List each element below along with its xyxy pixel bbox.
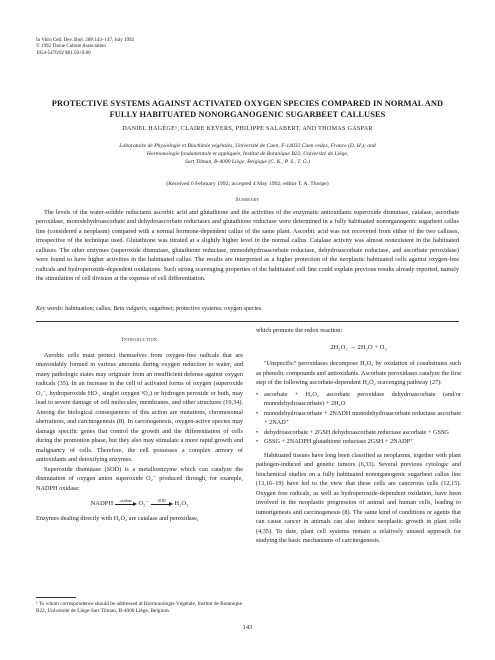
section-divider [36, 321, 459, 322]
keywords-label: Key words: [36, 306, 64, 312]
article-title: PROTECTIVE SYSTEMS AGAINST ACTIVATED OXYGEN SPECIES COMPARED IN NORMAL AND FULLY HABITUATED NONORGANOGENIC SUGARBEET CALLUSES [51, 99, 444, 119]
scavenging-pathway-list [256, 390, 461, 447]
journal-line-2: © 1992 Tissue Culture Association [36, 44, 106, 50]
pathway-step-2: • monodehydroascorbate + 2NADH monodehydroascorbate reductase ascorbate + 2NAD⁺ [256, 409, 461, 428]
intro-paragraph-6: Habituated tissues have long been classified as neoplasms, together with plant pathogen-induced and genetic tumors (6,33). Several previous cytologic and biochemical studies on a fully habituated nonorganogenic sugarbeet callus line (13,16–19) have led to the view that these cells are cancerous cells (12,15). Oxygen free radicals, as well as hydroperoxide-dependent oxidation, have been involved in the neoplastic progression of animal and human cells, leading to tumorigenesis and carcinogenesis (8). The same kind of conditions or agents that can cause cancer in animals can also induce neoplastic growth in plant cells (4,35). To date, plant cell systems remain a relatively unused approach for studying the basic mechanisms of carcinogenesis. [256, 451, 461, 544]
oxidase-arrow [115, 499, 137, 507]
equation-nadph [36, 499, 243, 509]
intro-paragraph-1: Aerobic cells must protect themselves from oxygen-free radicals that are unavoidably formed in various amounts during oxygen reduction to water, and many pathologic states may originate from an insufficient defense against oxygen radicals (35). In an increase in the cell of activated forms of oxygen (superoxide O₂⁻, hydroperoxide HO·, singlet oxygen ¹O₂) or hydrogen peroxide or both, may lead to severe damage of cell molecules, membranes, and other structures (10,34). Among the biological consequences of this action are mutations, chromosomal aberrations, and carcinogenesis (8). In carcinogenesis, oxygen-active species may damage specific genes that control the growth and the differentiation of cells during the promotion phase, but they also may stimulate a more rapid growth and malignancy of cells. Therefore, the cell possesses a complex armory of antioxidants and detoxifying enzymes. [36, 351, 243, 463]
keywords [36, 306, 459, 312]
sod-arrow [151, 499, 173, 507]
eq1-reactant: NADPH [90, 500, 114, 507]
intro-paragraph-5: "Unspecific" peroxidases decompose H₂O₂ by oxidation of cosubstrates such as phenolic compounds and antioxidants. Ascorbate peroxidases catalyze the first step of the following ascorbate-dependent H₂O₂ scavenging pathway (27): [256, 360, 461, 386]
eq1-intermediate: O₂⁻ [138, 500, 150, 507]
affiliation-line-3: Sart Tilman, B-4000 Liège, Belgique (C. K., P. S., T. G.) [184, 159, 311, 166]
affiliation-line-2: Hormonologie fondamentale et appliquée, Institut de Botanique B22, Université de Liège, [146, 151, 349, 158]
footnote: ¹ To whom correspondence should be addressed at Hormonologie Végétale, Institut de Botanique B22, Université de Liège-Sart Tilman, B-4000 Liège, Belgium. [36, 601, 242, 615]
keywords-pre: habituation; callus; [65, 306, 114, 312]
equation-redox: 2H₂O₂ → 2H₂O + O₂ [330, 343, 387, 351]
right-column [256, 326, 461, 546]
keywords-species: Beta vulgaris [113, 306, 146, 312]
journal-line-1: In Vitro Cell. Dev. Biol. 28P:143–147, July 1992 [36, 38, 135, 43]
intro-paragraph-2: Superoxide dismutase (SOD) is a metalloenzyme which can catalyze the dismutation of oxygen anion superoxide O₂⁻ produced through, for example, NADPH oxidase: [36, 465, 243, 492]
pathway-step-4: • GSSG + 2NADPH glutathione reductase 2GSH + 2NADP⁺ [256, 437, 461, 447]
summary-heading: Summary [235, 197, 260, 203]
introduction-heading: Introduction [121, 337, 158, 343]
left-column [36, 336, 243, 523]
received-dates: (Received 6 February 1992; accepted 4 May 1992; editor T. A. Thorpe) [166, 181, 329, 187]
journal-citation [36, 38, 134, 57]
eq1-product: H₂O₂ [174, 500, 189, 507]
intro-paragraph-3: Enzymes dealing directly with H₂O₂ are catalase and peroxidase, [36, 514, 199, 522]
affiliation [54, 142, 441, 167]
pathway-step-1: • ascorbate + H₂O₂ ascorbate peroxidase dehydroascorbate (and/or monodehydroascorbate) + 2H₂O [256, 390, 461, 409]
footnote-rule [36, 597, 76, 598]
affiliation-line-1: Laboratoire de Physiologie et Biochimie végétales, Université de Caen, F-14032 Caen cedex, France (D. H.); and [119, 143, 376, 149]
pathway-step-3: • dehydroascorbate + 2GSH dehydroascorbate reductase ascorbate + GSSG [256, 428, 461, 438]
author-list: DANIEL HAGÈGE¹, CLAIRE KEVERS, PHILIPPE SALABERT, AND THOMAS GASPAR [122, 126, 373, 132]
intro-paragraph-4: which promote the redox reaction: [256, 327, 343, 334]
summary-text: The levels of the water-soluble reductants ascorbic acid and glutathione and the activities of the enzymatic antioxidants superoxide dismutase, catalase, ascorbate peroxidase, monodehydroascorbate and dehydroascorbate reductases and glutathione reductase were determined in a fully habituated nonorganogenic sugarbeet callus line (considered a neoplasm) compared with a normal hormone-dependent callus of the same plant. Ascorbic acid was not recovered from either of the two calluses, irrespective of the technique used. Glutathione was titrated at a slightly higher level in the normal callus. Catalase activity was almost nonexistent in the habituated calluses. The other enzymes (superoxide dismutase, glutathione reductase, monodehydroascorbate reductase, dehydroascorbate reductase, and ascorbate peroxidase) were found to have higher activities in the habituated callus. The results are interpreted as a higher protection of the neoplastic habituated cells against oxygen-free radicals and hydroperoxide-dependent oxidations. Such strong scavenging properties of the habituated cell line could explain previous results already reported, namely the stimulation of cell division at the expense of cell differentiation. [36, 209, 459, 283]
oxidase-label: oxidase [119, 498, 132, 504]
keywords-post: ; sugarbeet; protective systems; oxygen species. [145, 306, 263, 312]
journal-line-3: 1054-5476/92 $01.50+0.00 [36, 50, 91, 56]
sod-label: SOD [157, 498, 166, 504]
page-number: 143 [242, 624, 253, 631]
